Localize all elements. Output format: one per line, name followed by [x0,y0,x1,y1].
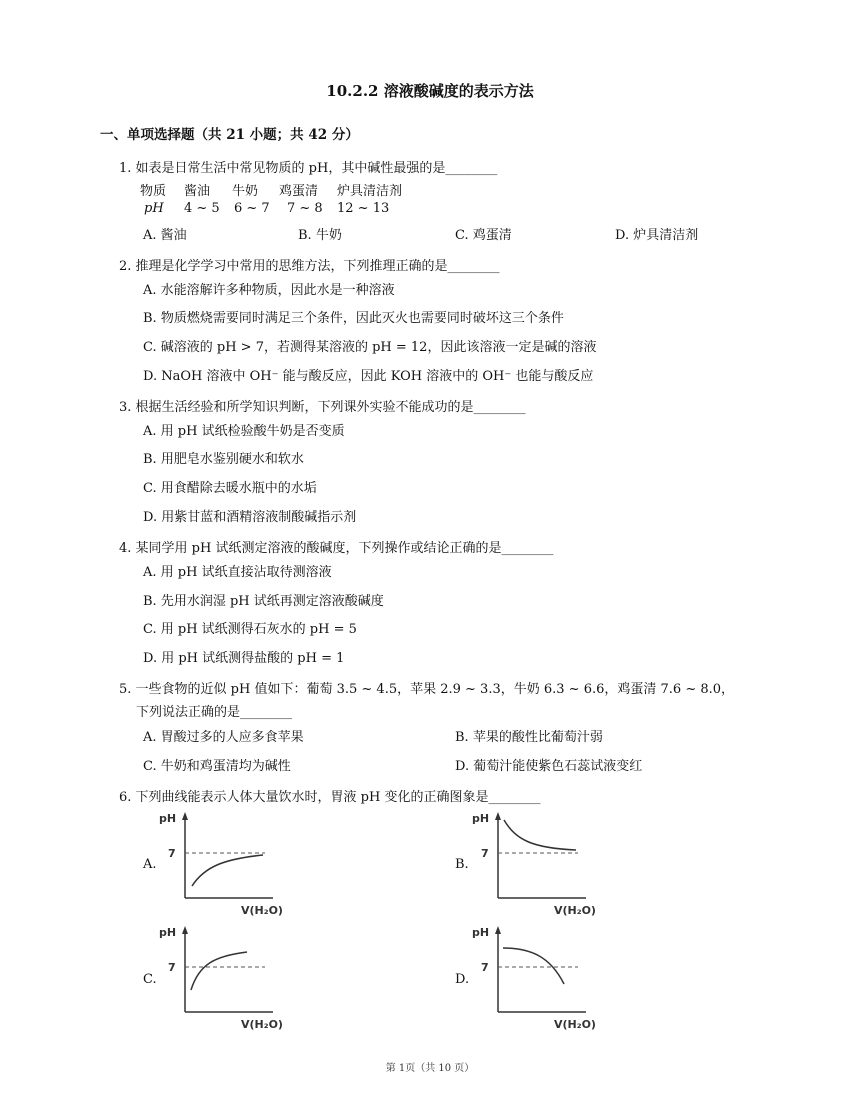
x-axis-label: V(H₂O) [554,1018,596,1031]
question-2-option-b[interactable]: B. 物质燃烧需要同时满足三个条件，因此灭火也需要同时破坏这三个条件 [143,311,564,326]
y-axis-arrow-icon [495,812,501,820]
question-4-stem: 4. 某同学用 pH 试纸测定溶液的酸碱度，下列操作或结论正确的是________ [119,541,554,556]
question-6-option-b[interactable]: B. [455,857,469,872]
question-5-option-c[interactable]: C. 牛奶和鸡蛋清均为碱性 [143,759,291,774]
question-1-option-c[interactable]: C. 鸡蛋清 [455,228,512,243]
table-cell: 酱油 [184,184,211,199]
question-1-option-a[interactable]: A. 酱油 [143,228,187,243]
x-axis-label: V(H₂O) [554,904,596,917]
y-axis-arrow-icon [182,926,188,934]
question-6-option-d[interactable]: D. [455,972,470,987]
y-axis-arrow-icon [182,812,188,820]
question-2-stem: 2. 推理是化学学习中常用的思维方法，下列推理正确的是________ [119,259,500,274]
table-cell: 7 ~ 8 [287,201,323,216]
question-3-option-c[interactable]: C. 用食醋除去暖水瓶中的水垢 [143,481,317,496]
question-3-option-b[interactable]: B. 用肥皂水鉴别硬水和软水 [143,452,304,467]
question-1-option-d[interactable]: D. 炉具清洁剂 [615,228,699,243]
question-1-table-row-1 [140,180,402,199]
table-cell: 鸡蛋清 [279,184,319,199]
y-axis-label: pH [159,926,177,939]
section-heading: 一、单项选择题（共 21 小题；共 42 分） [100,127,359,143]
y-axis-label: pH [472,812,490,825]
graph-d-svg [468,922,598,1032]
ph-curve [504,820,576,850]
question-5-option-b[interactable]: B. 苹果的酸性比葡萄汁弱 [455,730,603,745]
question-4-option-b[interactable]: B. 先用水润湿 pH 试纸再测定溶液酸碱度 [143,594,384,609]
graph-d[interactable] [468,922,598,1032]
question-2-option-a[interactable]: A. 水能溶解许多种物质，因此水是一种溶液 [143,283,395,298]
ph-curve [192,855,263,886]
page-title: 10.2.2 溶液酸碱度的表示方法 [326,82,534,100]
question-3-option-d[interactable]: D. 用紫甘蓝和酒精溶液制酸碱指示剂 [143,510,357,525]
table-cell: pH [144,201,164,216]
ph-curve [191,952,247,990]
table-cell: 12 ~ 13 [337,201,390,216]
question-2-option-c[interactable]: C. 碱溶液的 pH > 7，若测得某溶液的 pH = 12，因此该溶液一定是碱的溶液 [143,340,597,355]
question-4-option-d[interactable]: D. 用 pH 试纸测得盐酸的 pH = 1 [143,651,345,666]
question-6-option-c[interactable]: C. [143,972,157,987]
ref-label: 7 [168,847,176,860]
page-footer: 第 1页（共 10 页） [385,1063,475,1074]
graph-c[interactable] [155,922,285,1032]
table-cell: 牛奶 [232,184,259,199]
question-4-option-a[interactable]: A. 用 pH 试纸直接沾取待测溶液 [143,565,332,580]
y-axis-label: pH [159,812,177,825]
graph-b[interactable] [468,808,598,918]
question-1-option-b[interactable]: B. 牛奶 [298,228,342,243]
question-5-stem-continued: 下列说法正确的是________ [136,705,293,720]
graph-a[interactable] [155,808,285,918]
question-5-option-a[interactable]: A. 胃酸过多的人应多食苹果 [143,730,304,745]
table-cell: 6 ~ 7 [234,201,270,216]
graph-b-svg [468,808,598,918]
y-axis-label: pH [472,926,490,939]
question-5-option-d[interactable]: D. 葡萄汁能使紫色石蕊试液变红 [455,759,643,774]
question-5-stem: 5. 一些食物的近似 pH 值如下：葡萄 3.5 ~ 4.5，苹果 2.9 ~ 3.3，牛奶 6.3 ~ 6.6，鸡蛋清 7.6 ~ 8.0， [119,682,735,697]
ref-label: 7 [481,961,489,974]
graph-c-svg [155,922,285,1032]
table-cell: 4 ~ 5 [184,201,220,216]
question-1-stem: 1. 如表是日常生活中常见物质的 pH，其中碱性最强的是________ [119,161,498,176]
graph-a-svg [155,808,285,918]
y-axis-arrow-icon [495,926,501,934]
question-2-option-d[interactable]: D. NaOH 溶液中 OH⁻ 能与酸反应，因此 KOH 溶液中的 OH⁻ 也能与酸反应 [143,369,594,384]
question-3-stem: 3. 根据生活经验和所学知识判断，下列课外实验不能成功的是________ [119,400,526,415]
question-3-option-a[interactable]: A. 用 pH 试纸检验酸牛奶是否变质 [143,424,345,439]
x-axis-label: V(H₂O) [241,1018,283,1031]
question-4-option-c[interactable]: C. 用 pH 试纸测得石灰水的 pH = 5 [143,622,357,637]
question-6-option-a[interactable]: A. [143,857,157,872]
question-1-table-row-2 [144,201,389,216]
x-axis-label: V(H₂O) [241,904,283,917]
table-cell: 炉具清洁剂 [337,184,403,199]
ref-label: 7 [481,847,489,860]
question-6-stem: 6. 下列曲线能表示人体大量饮水时，胃液 pH 变化的正确图象是________ [119,790,541,805]
ph-curve [503,948,564,984]
ref-label: 7 [168,961,176,974]
table-cell: 物质 [140,184,167,199]
